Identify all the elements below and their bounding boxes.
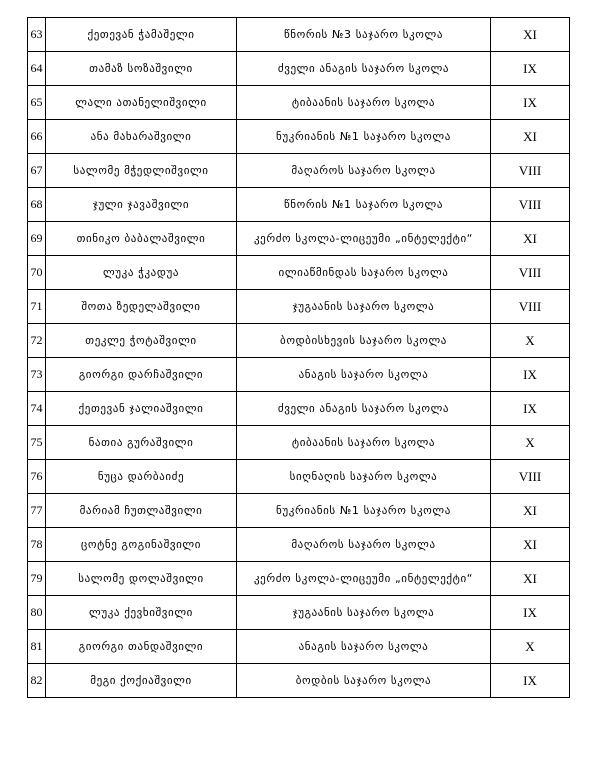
- student-name-cell: მარიამ ჩუთლაშვილი: [46, 494, 237, 528]
- grade-cell: IX: [491, 358, 570, 392]
- row-number-cell: 70: [28, 256, 46, 290]
- grade-cell: VIII: [491, 290, 570, 324]
- row-number-cell: 72: [28, 324, 46, 358]
- student-name-cell: ქეთევან ჭამაშელი: [46, 18, 237, 52]
- row-number-cell: 76: [28, 460, 46, 494]
- student-name-cell: ჯული ჯავაშვილი: [46, 188, 237, 222]
- student-name-cell: მეგი ქოქიაშვილი: [46, 664, 237, 698]
- row-number-cell: 69: [28, 222, 46, 256]
- student-name-cell: ნათია გურაშვილი: [46, 426, 237, 460]
- grade-cell: IX: [491, 664, 570, 698]
- school-name-cell: მაღაროს საჯარო სკოლა: [237, 154, 491, 188]
- school-name-cell: სიღნაღის საჯარო სკოლა: [237, 460, 491, 494]
- student-roster-table: [27, 17, 570, 698]
- table-row: [28, 222, 570, 256]
- school-name-cell: ძველი ანაგის საჯარო სკოლა: [237, 392, 491, 426]
- roster-body: [28, 18, 570, 698]
- school-name-cell: კერძო სკოლა-ლიცეუმი „ინტელექტი“: [237, 562, 491, 596]
- student-name-cell: სალომე დოლაშვილი: [46, 562, 237, 596]
- grade-cell: XI: [491, 494, 570, 528]
- student-name-cell: სალომე მჭედლიშვილი: [46, 154, 237, 188]
- row-number-cell: 65: [28, 86, 46, 120]
- grade-cell: X: [491, 630, 570, 664]
- school-name-cell: ანაგის საჯარო სკოლა: [237, 630, 491, 664]
- grade-cell: XI: [491, 528, 570, 562]
- school-name-cell: ბოდბის საჯარო სკოლა: [237, 664, 491, 698]
- grade-cell: XI: [491, 18, 570, 52]
- grade-cell: VIII: [491, 460, 570, 494]
- school-name-cell: ტიბაანის საჯარო სკოლა: [237, 86, 491, 120]
- row-number-cell: 63: [28, 18, 46, 52]
- row-number-cell: 82: [28, 664, 46, 698]
- grade-cell: IX: [491, 86, 570, 120]
- table-row: [28, 86, 570, 120]
- row-number-cell: 64: [28, 52, 46, 86]
- table-row: [28, 188, 570, 222]
- row-number-cell: 75: [28, 426, 46, 460]
- grade-cell: XI: [491, 120, 570, 154]
- school-name-cell: ჯუგაანის საჯარო სკოლა: [237, 596, 491, 630]
- grade-cell: VIII: [491, 154, 570, 188]
- row-number-cell: 66: [28, 120, 46, 154]
- student-name-cell: ლუკა ჭკადუა: [46, 256, 237, 290]
- student-name-cell: თეკლე ჭოტაშვილი: [46, 324, 237, 358]
- table-row: [28, 664, 570, 698]
- table-row: [28, 528, 570, 562]
- school-name-cell: წნორის №1 საჯარო სკოლა: [237, 188, 491, 222]
- school-name-cell: ტიბაანის საჯარო სკოლა: [237, 426, 491, 460]
- row-number-cell: 79: [28, 562, 46, 596]
- student-name-cell: თინიკო ბაბალაშვილი: [46, 222, 237, 256]
- table-row: [28, 392, 570, 426]
- table-row: [28, 630, 570, 664]
- table-row: [28, 596, 570, 630]
- school-name-cell: მაღაროს საჯარო სკოლა: [237, 528, 491, 562]
- school-name-cell: წნორის №3 საჯარო სკოლა: [237, 18, 491, 52]
- school-name-cell: ილიაწმინდას საჯარო სკოლა: [237, 256, 491, 290]
- student-name-cell: თამაზ სოზაშვილი: [46, 52, 237, 86]
- school-name-cell: ჯუგაანის საჯარო სკოლა: [237, 290, 491, 324]
- table-row: [28, 358, 570, 392]
- school-name-cell: ნუკრიანის №1 საჯარო სკოლა: [237, 494, 491, 528]
- grade-cell: X: [491, 426, 570, 460]
- grade-cell: IX: [491, 392, 570, 426]
- table-row: [28, 562, 570, 596]
- school-name-cell: კერძო სკოლა-ლიცეუმი „ინტელექტი“: [237, 222, 491, 256]
- student-name-cell: შოთა ზედელაშვილი: [46, 290, 237, 324]
- row-number-cell: 68: [28, 188, 46, 222]
- school-name-cell: ანაგის საჯარო სკოლა: [237, 358, 491, 392]
- table-row: [28, 426, 570, 460]
- row-number-cell: 71: [28, 290, 46, 324]
- row-number-cell: 67: [28, 154, 46, 188]
- student-name-cell: ქეთევან ჯალიაშვილი: [46, 392, 237, 426]
- school-name-cell: ნუკრიანის №1 საჯარო სკოლა: [237, 120, 491, 154]
- table-row: [28, 324, 570, 358]
- grade-cell: XI: [491, 562, 570, 596]
- table-row: [28, 494, 570, 528]
- grade-cell: X: [491, 324, 570, 358]
- school-name-cell: ძველი ანაგის საჯარო სკოლა: [237, 52, 491, 86]
- student-name-cell: ანა მახარაშვილი: [46, 120, 237, 154]
- school-name-cell: ბოდბისხევის საჯარო სკოლა: [237, 324, 491, 358]
- student-name-cell: ლალი ათანელიშვილი: [46, 86, 237, 120]
- table-row: [28, 290, 570, 324]
- student-name-cell: ნუცა დარბაიძე: [46, 460, 237, 494]
- row-number-cell: 74: [28, 392, 46, 426]
- grade-cell: IX: [491, 52, 570, 86]
- student-name-cell: ცოტნე გოგინაშვილი: [46, 528, 237, 562]
- grade-cell: XI: [491, 222, 570, 256]
- student-name-cell: გიორგი დარჩაშვილი: [46, 358, 237, 392]
- grade-cell: VIII: [491, 188, 570, 222]
- grade-cell: IX: [491, 596, 570, 630]
- table-row: [28, 256, 570, 290]
- row-number-cell: 80: [28, 596, 46, 630]
- table-row: [28, 460, 570, 494]
- table-row: [28, 120, 570, 154]
- row-number-cell: 81: [28, 630, 46, 664]
- student-name-cell: გიორგი თანდაშვილი: [46, 630, 237, 664]
- grade-cell: VIII: [491, 256, 570, 290]
- row-number-cell: 78: [28, 528, 46, 562]
- table-row: [28, 52, 570, 86]
- row-number-cell: 77: [28, 494, 46, 528]
- table-row: [28, 154, 570, 188]
- row-number-cell: 73: [28, 358, 46, 392]
- student-name-cell: ლუკა ქევხიშვილი: [46, 596, 237, 630]
- table-row: [28, 18, 570, 52]
